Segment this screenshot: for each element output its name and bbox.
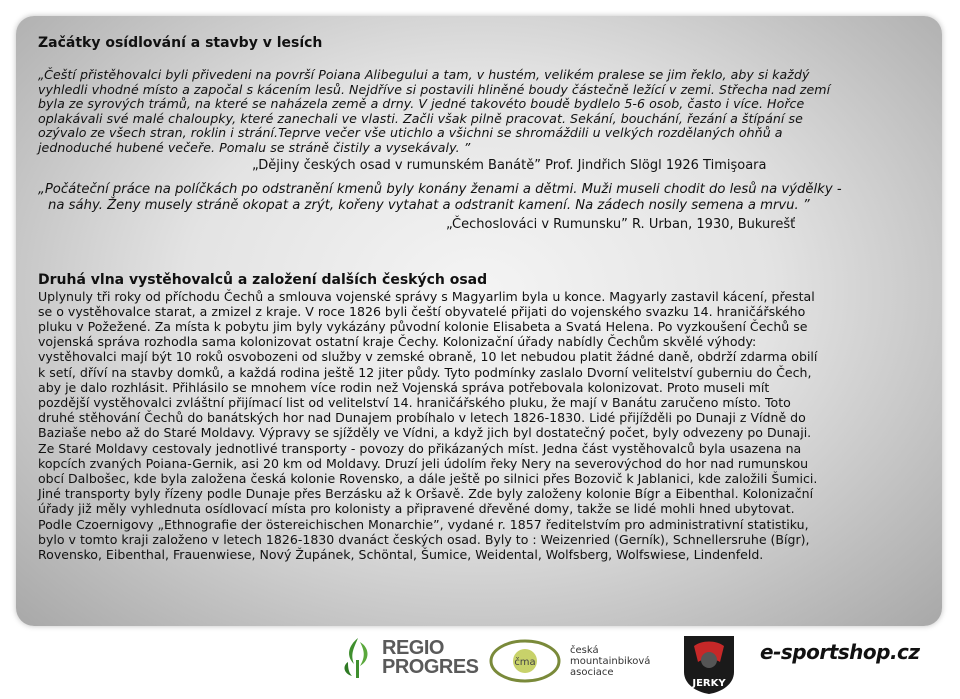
- leaf-icon: [340, 636, 376, 680]
- jerky-shield-icon: [678, 632, 740, 696]
- body-line: kopcích zvaných Poiana-Gernik, asi 20 km od Moldavy. Druzí jeli údolím řeky Nery na severovýchod do hor nad rumunskou: [38, 455, 809, 471]
- slide-content: [38, 34, 934, 562]
- cma-logo: [488, 638, 650, 684]
- quote-source-slogl: „Dějiny českých osad v rumunském Banátě” Prof. Jindřich Slögl 1926 Timişoara: [252, 157, 767, 173]
- body-line: vystěhovalci mají být 10 roků osvobozeni od služby v zemské obraně, 10 let nebudou platit žádné daně, obdrží zdarma obilí: [38, 349, 818, 365]
- quote-line: ozývalo ze všech stran, roklin i strání.Teprve večer vše utichlo a všichni se shromáždili u velkých rozdělaných ohňů a: [38, 125, 783, 141]
- slide-panel: [16, 16, 942, 626]
- regio-line1: REGIO: [382, 637, 444, 659]
- body-line: aby je dalo rozhlásit. Přihlásilo se mnohem více rodin než Vojenská správa potřebovala kolonizovat. Proto museli mít: [38, 379, 770, 395]
- quote-line: „Počáteční práce na políčkách po odstranění kmenů byly konány ženami a dětmi. Muži museli chodit do lesů na výdělky -: [38, 181, 842, 197]
- cma-line1: česká: [570, 644, 599, 656]
- body-line: bylo v tomto kraji založeno v letech 1826-1830 dvanáct českých osad. Byly to : Weizenried (Gerník), Schnellersruhe (Bígr),: [38, 531, 810, 547]
- jerky-text: JERKY: [692, 678, 726, 689]
- quote-urban: [38, 182, 934, 214]
- quote-line: „Čeští přistěhovalci byli přivedeni na površí Poiana Alibegului a tam, v hustém, velikém pralese se jim řeklo, aby si každý: [38, 67, 810, 82]
- jerky-logo: [678, 632, 740, 696]
- e-sportshop-text[interactable]: e-sportshop.cz: [760, 640, 920, 664]
- svg-text:čma: čma: [514, 657, 536, 668]
- section-heading-beginnings: Začátky osídlování a stavby v lesích: [38, 35, 323, 51]
- body-line: Podle Czoernigovy „Ethnografie der östereichischen Monarchie”, vydané r. 1857 ředitelstvím pro administrativní statistiku,: [38, 516, 809, 532]
- quote-line: na sáhy. Ženy musely stráně okopat a zrýt, kořeny vytahat a odstranit kamení. Na zádech nosily semena a mrvu. ”: [48, 197, 810, 213]
- quote-line: oplakávali své malé chaloupky, které zanechali ve vlasti. Začli však pilně pracovat. Sekání, bouchání, řezání a štípání se: [38, 110, 803, 126]
- body-line: pozdější vystěhovalci zvláštní přijímací list od velitelství 14. hraničářského pluku, že mají v Banátu zaručeno místo. Toto: [38, 394, 791, 410]
- e-sportshop-logo[interactable]: [760, 640, 920, 664]
- quote-line: jednoduché hubené večeře. Pomalu se stráně čistily a vysekávaly. ”: [38, 139, 471, 155]
- body-line: se o vystěhovalce starat, a zmizel z kraje. V roce 1826 byli čeští obyvatelé přijati do vojenského svazku 14. hraničářského: [38, 303, 806, 319]
- cma-line2: mountainbiková: [570, 655, 651, 667]
- body-line: vojenská správa rozhodla sama kolonizovat ostatní kraje Čechy. Kolonizační úřady nabídly Čechům skvělé výhody:: [38, 334, 757, 350]
- body-line: obcí Dalbošec, kde byla založena česká kolonie Rovensko, a dále ještě po silnici přes Bozovič k Jablanici, kde založili Šumici.: [38, 471, 818, 486]
- regio-line2: PROGRES: [382, 656, 479, 678]
- quote-line: vyhledli vhodné místo a započal s kácením lesů. Nejdříve si postavili hliněné boudy částečně ležící v zemi. Střecha nad zemí: [38, 81, 831, 97]
- body-line: k setí, dříví na stavby domků, a každá rodina ještě 12 jiter půdy. Tyto podmínky zaslalo Dvorní velitelství guberniu do Čech,: [38, 364, 812, 380]
- quote-source-urban: „Čechoslováci v Rumunsku” R. Urban, 1930, Bukurešť: [446, 216, 796, 232]
- body-text-second-wave: [38, 289, 934, 563]
- section-heading-second-wave: Druhá vlna vystěhovalců a založení dalších českých osad: [38, 271, 488, 288]
- quote-line: byla ze syrových trámů, na které se naházela země a drny. V jedné takovéto boudě bydlelo 5-6 osob, často i více. Hořce: [38, 96, 805, 112]
- regio-progres-logo: [340, 636, 479, 680]
- body-line: Ze Staré Moldavy cestovaly jednotlivé transporty - povozy do přikázaných míst. Jedna část vystěhovalců byla usazena na: [38, 440, 802, 456]
- cma-line3: asociace: [570, 666, 614, 678]
- body-line: pluku v Požežené. Za místa k pobytu jim byly vykázány původní kolonie Elisabeta a Svatá Helena. Po vyzkoušení Čechů se: [38, 318, 808, 334]
- quote-slogl: [38, 68, 934, 156]
- body-line: Uplynuly tři roky od příchodu Čechů a smlouva vojenské správy s Magyarlim byla u konce. Magyarly zastavil kácení, přestal: [38, 288, 815, 304]
- body-line: druhé stěhování Čechů do banátských hor nad Dunajem probíhalo v letech 1826-1830. Lidé přijížděli po Dunaji z Vídně do: [38, 410, 806, 426]
- body-line: Baziaše nebo až do Staré Moldavy. Výpravy se sjížděly ve Vídni, a když jich byl dostatečný počet, byly odvezeny po Dunaji.: [38, 425, 812, 441]
- body-line: Rovensko, Eibenthal, Frauenwiese, Nový Župánek, Schöntal, Šumice, Weidental, Wolfsberg, Wolfswiese, Lindenfeld.: [38, 547, 764, 563]
- cma-ring-icon: [488, 638, 562, 684]
- sponsor-footer: [0, 630, 960, 699]
- body-line: úřady již měly vyhlednuta osídlovací místa pro kolonisty a připravené dřevěné domy, takže se lidé mohli hned ubytovat.: [38, 501, 795, 517]
- body-line: Jiné transporty byly řízeny podle Dunaje přes Berzásku až k Oršavě. Zde byly založeny kolonie Bígr a Eibenthal. Kolonizační: [38, 486, 814, 502]
